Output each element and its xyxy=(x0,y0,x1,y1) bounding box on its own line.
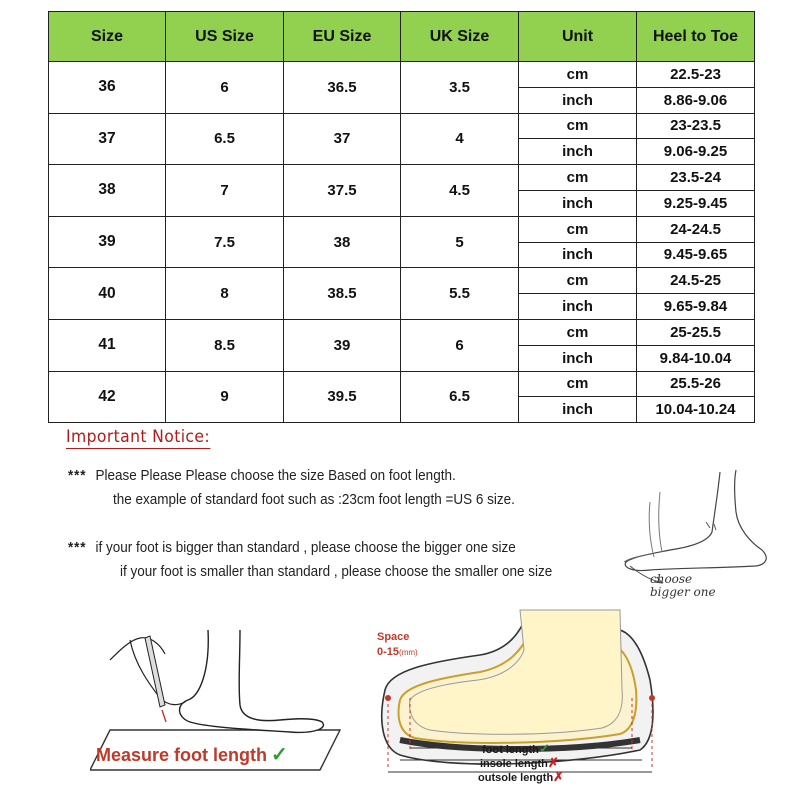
eu-cell: 37.5 xyxy=(284,165,401,217)
header-eu-size: EU Size xyxy=(284,12,401,62)
cross-icon: ✗ xyxy=(553,769,565,784)
size-cell: 37 xyxy=(49,113,166,165)
check-icon: ✓ xyxy=(271,744,288,766)
unit-cm-cell: cm xyxy=(519,113,637,139)
uk-cell: 3.5 xyxy=(401,62,519,114)
uk-cell: 6 xyxy=(401,319,519,371)
unit-inch-cell: inch xyxy=(519,294,637,320)
heel-to-toe-cm-cell: 23.5-24 xyxy=(637,165,755,191)
us-cell: 6 xyxy=(166,62,284,114)
space-range-unit: (mm) xyxy=(399,648,418,657)
table-body xyxy=(49,62,755,423)
us-cell: 8 xyxy=(166,268,284,320)
outsole-length-label xyxy=(478,769,564,785)
table-header-row xyxy=(49,12,755,62)
space-label xyxy=(377,630,418,660)
table-row xyxy=(49,319,755,345)
us-cell: 7 xyxy=(166,165,284,217)
space-range-value: 0-15 xyxy=(377,646,400,658)
unit-inch-cell: inch xyxy=(519,87,637,113)
measure-foot-length-label xyxy=(96,742,288,767)
eu-cell: 38.5 xyxy=(284,268,401,320)
heel-to-toe-cm-cell: 25.5-26 xyxy=(637,371,755,397)
eu-cell: 37 xyxy=(284,113,401,165)
choose-note-line-1: choose xyxy=(650,572,693,586)
table-row xyxy=(49,62,755,88)
check-icon: ✓ xyxy=(538,741,550,756)
notice-text-1: Please Please Please choose the size Based on foot length. xyxy=(95,467,456,484)
unit-inch-cell: inch xyxy=(519,242,637,268)
table-row xyxy=(49,165,755,191)
heel-to-toe-inch-cell: 9.65-9.84 xyxy=(637,294,755,320)
heel-to-toe-inch-cell: 9.06-9.25 xyxy=(637,139,755,165)
outsole-length-text: outsole length xyxy=(478,772,554,784)
notice-line-4: if your foot is smaller than standard , please choose the smaller one size xyxy=(120,563,553,580)
unit-cm-cell: cm xyxy=(519,371,637,397)
eu-cell: 38 xyxy=(284,216,401,268)
header-unit: Unit xyxy=(519,12,637,62)
heel-to-toe-cm-cell: 22.5-23 xyxy=(637,62,755,88)
us-cell: 9 xyxy=(166,371,284,423)
heel-to-toe-cm-cell: 24-24.5 xyxy=(637,216,755,242)
heel-to-toe-cm-cell: 23-23.5 xyxy=(637,113,755,139)
unit-cm-cell: cm xyxy=(519,165,637,191)
eu-cell: 39.5 xyxy=(284,371,401,423)
notice-stars: *** xyxy=(68,539,87,556)
important-notice-title: Important Notice: xyxy=(66,427,211,447)
header-heel-to-toe: Heel to Toe xyxy=(637,12,755,62)
unit-inch-cell: inch xyxy=(519,345,637,371)
size-cell: 39 xyxy=(49,216,166,268)
choose-bigger-note xyxy=(650,573,716,599)
size-chart-table xyxy=(48,11,755,423)
header-uk-size: UK Size xyxy=(401,12,519,62)
heel-to-toe-inch-cell: 8.86-9.06 xyxy=(637,87,755,113)
notice-text-3: if your foot is bigger than standard , please choose the bigger one size xyxy=(95,539,516,556)
header-us-size: US Size xyxy=(166,12,284,62)
heel-to-toe-inch-cell: 9.25-9.45 xyxy=(637,190,755,216)
us-cell: 8.5 xyxy=(166,319,284,371)
space-label-title: Space xyxy=(377,631,410,643)
us-cell: 7.5 xyxy=(166,216,284,268)
heel-to-toe-inch-cell: 9.84-10.04 xyxy=(637,345,755,371)
insole-length-text: insole length xyxy=(480,758,548,770)
heel-to-toe-inch-cell: 9.45-9.65 xyxy=(637,242,755,268)
size-cell: 36 xyxy=(49,62,166,114)
size-cell: 40 xyxy=(49,268,166,320)
size-cell: 42 xyxy=(49,371,166,423)
choose-note-line-2: bigger one xyxy=(650,585,716,599)
heel-to-toe-cm-cell: 25-25.5 xyxy=(637,319,755,345)
heel-to-toe-cm-cell: 24.5-25 xyxy=(637,268,755,294)
table-row xyxy=(49,113,755,139)
foot-length-text: foot length xyxy=(482,744,539,756)
table-row xyxy=(49,268,755,294)
unit-inch-cell: inch xyxy=(519,139,637,165)
notice-line-2: the example of standard foot such as :23cm foot length =US 6 size. xyxy=(113,491,515,508)
table-row xyxy=(49,371,755,397)
unit-cm-cell: cm xyxy=(519,62,637,88)
notice-line-1 xyxy=(68,467,456,484)
unit-inch-cell: inch xyxy=(519,397,637,423)
eu-cell: 36.5 xyxy=(284,62,401,114)
measure-label-text: Measure foot length xyxy=(96,745,268,765)
heel-to-toe-inch-cell: 10.04-10.24 xyxy=(637,397,755,423)
uk-cell: 4.5 xyxy=(401,165,519,217)
unit-cm-cell: cm xyxy=(519,216,637,242)
unit-inch-cell: inch xyxy=(519,190,637,216)
size-cell: 41 xyxy=(49,319,166,371)
unit-cm-cell: cm xyxy=(519,268,637,294)
us-cell: 6.5 xyxy=(166,113,284,165)
eu-cell: 39 xyxy=(284,319,401,371)
space-label-range xyxy=(377,645,418,660)
uk-cell: 4 xyxy=(401,113,519,165)
uk-cell: 5 xyxy=(401,216,519,268)
unit-cm-cell: cm xyxy=(519,319,637,345)
size-cell: 38 xyxy=(49,165,166,217)
uk-cell: 5.5 xyxy=(401,268,519,320)
uk-cell: 6.5 xyxy=(401,371,519,423)
table-row xyxy=(49,216,755,242)
header-size: Size xyxy=(49,12,166,62)
notice-line-3 xyxy=(68,539,516,556)
notice-stars: *** xyxy=(68,467,87,484)
cross-icon: ✗ xyxy=(547,755,559,770)
